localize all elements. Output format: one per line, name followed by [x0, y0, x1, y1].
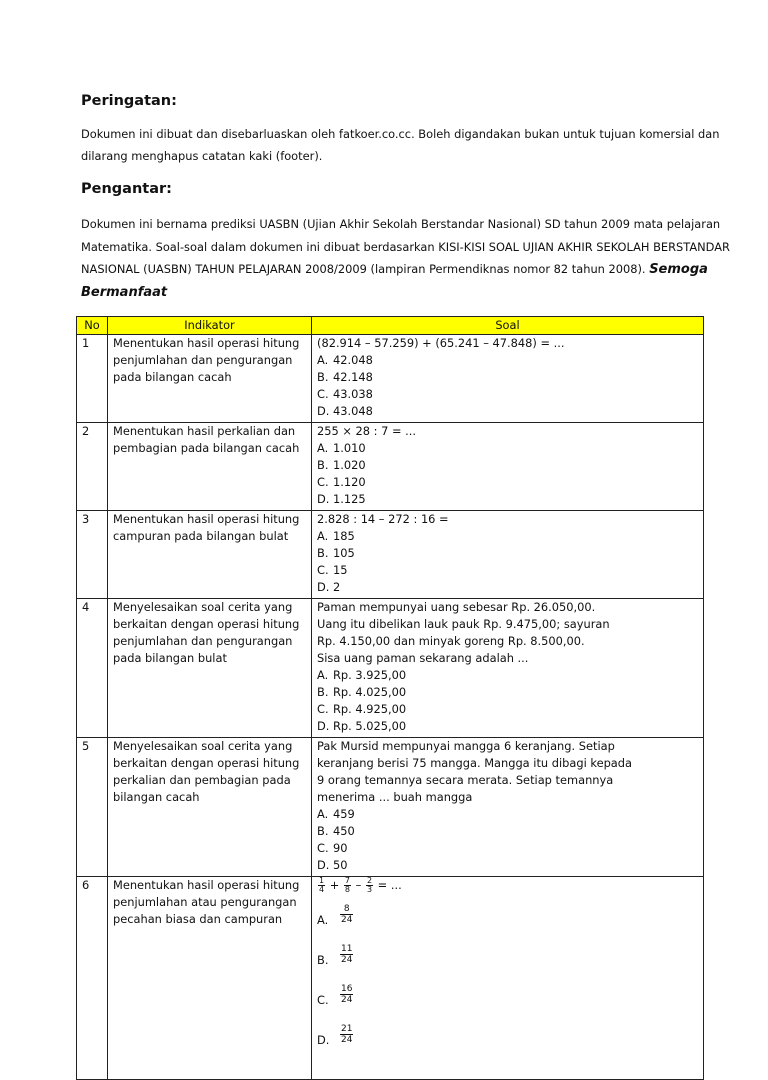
table-row: [77, 335, 704, 423]
answer-option: [317, 562, 698, 579]
indikator-line: campuran pada bilangan bulat: [113, 529, 289, 543]
option-letter: B.: [317, 546, 329, 560]
answer-option: [317, 1021, 698, 1061]
table-row: [77, 599, 704, 738]
table-row: [77, 877, 704, 1080]
indikator-line: Menyelesaikan soal cerita yang: [113, 739, 293, 753]
question-line: 255 × 28 : 7 = ...: [317, 424, 416, 438]
row-indikator: [108, 599, 312, 738]
answer-option: [317, 474, 698, 491]
answer-option: [317, 941, 698, 981]
option-letter: C.: [317, 702, 329, 716]
operator: –: [355, 878, 362, 892]
fraction-expression: [317, 877, 698, 901]
header-no: No: [77, 317, 108, 335]
option-letter: D.: [317, 1033, 330, 1047]
row-indikator: [108, 335, 312, 423]
question-line: 9 orang temannya secara merata. Setiap temannya: [317, 773, 614, 787]
expression-tail: = ...: [377, 878, 402, 892]
row-indikator: [108, 423, 312, 511]
question-line: Uang itu dibelikan lauk pauk Rp. 9.475,00; sayuran: [317, 617, 610, 631]
option-letter: D.: [317, 492, 330, 506]
option-letter: A.: [317, 668, 329, 682]
question-line: 2.828 : 14 – 272 : 16 =: [317, 512, 449, 526]
option-value: 1.125: [333, 492, 366, 506]
option-letter: C.: [317, 993, 329, 1007]
question-line: Rp. 4.150,00 dan minyak goreng Rp. 8.500,00.: [317, 634, 585, 648]
option-letter: A.: [317, 913, 329, 927]
option-letter: C.: [317, 563, 329, 577]
answer-option: [317, 352, 698, 369]
option-value: Rp. 3.925,00: [333, 668, 407, 682]
fraction: [340, 1024, 353, 1045]
option-letter: A.: [317, 441, 329, 455]
option-value: 459: [333, 807, 355, 821]
answer-option: [317, 857, 698, 874]
answer-option: [317, 579, 698, 596]
fraction-numerator: 16: [341, 984, 353, 994]
question-line: (82.914 – 57.259) + (65.241 – 47.848) = ...: [317, 336, 565, 350]
pengantar-line-text: NASIONAL (UASBN) TAHUN PELAJARAN 2008/2009 (lampiran Permendiknas nomor 82 tahun 2008).: [81, 262, 646, 276]
option-letter: A.: [317, 353, 329, 367]
fraction-denominator: 24: [341, 955, 353, 965]
option-letter: D.: [317, 404, 330, 418]
row-soal: [312, 877, 704, 1080]
option-letter: A.: [317, 807, 329, 821]
indikator-line: Menentukan hasil operasi hitung: [113, 878, 300, 892]
pengantar-line: Dokumen ini bernama prediksi UASBN (Ujian Akhir Sekolah Berstandar Nasional) SD tahun 2009 mata pelajaran: [81, 217, 721, 231]
option-letter: B.: [317, 953, 329, 967]
answer-option: [317, 684, 698, 701]
row-soal: [312, 423, 704, 511]
answer-option: [317, 667, 698, 684]
question-line: Sisa uang paman sekarang adalah ...: [317, 651, 529, 665]
peringatan-heading: Peringatan:: [81, 93, 177, 109]
option-letter: B.: [317, 824, 329, 838]
question-table: [76, 316, 704, 1080]
option-value: 1.010: [333, 441, 366, 455]
fraction: [366, 877, 373, 894]
answer-option: [317, 528, 698, 545]
pengantar-emphasis: Semoga: [649, 262, 708, 277]
indikator-line: pada bilangan cacah: [113, 370, 232, 384]
table-row: [77, 511, 704, 599]
option-value: 2: [333, 580, 341, 594]
pengantar-line: Matematika. Soal-soal dalam dokumen ini dibuat berdasarkan KISI-KISI SOAL UJIAN AKHIR SEKOLAH BERSTANDAR: [81, 239, 730, 254]
indikator-line: berkaitan dengan operasi hitung: [113, 617, 300, 631]
option-value: 105: [333, 546, 355, 560]
row-number: 2: [77, 423, 108, 511]
pengantar-heading: Pengantar:: [81, 181, 172, 197]
row-number: 1: [77, 335, 108, 423]
question-line: Pak Mursid mempunyai mangga 6 keranjang. Setiap: [317, 739, 615, 753]
peringatan-paragraph: [81, 123, 721, 167]
answer-option: [317, 701, 698, 718]
indikator-line: penjumlahan atau pengurangan: [113, 895, 297, 909]
fraction-denominator: 8: [344, 885, 350, 894]
option-letter: D.: [317, 858, 330, 872]
option-value: Rp. 5.025,00: [333, 719, 407, 733]
option-letter: A.: [317, 529, 329, 543]
pengantar-emphasis: Bermanfaat: [81, 284, 168, 300]
indikator-line: pada bilangan bulat: [113, 651, 227, 665]
table-row: [77, 738, 704, 877]
indikator-line: Menentukan hasil operasi hitung: [113, 336, 300, 350]
option-letter: B.: [317, 685, 329, 699]
answer-option: [317, 457, 698, 474]
indikator-line: bilangan cacah: [113, 790, 200, 804]
option-letter: B.: [317, 458, 329, 472]
row-number: 3: [77, 511, 108, 599]
fraction-denominator: 3: [366, 885, 373, 894]
answer-option: [317, 386, 698, 403]
fraction-numerator: 1: [319, 876, 325, 885]
option-value: 42.048: [333, 353, 373, 367]
fraction-numerator: 21: [341, 1024, 353, 1034]
option-value: 50: [333, 858, 348, 872]
option-letter: C.: [317, 387, 329, 401]
indikator-line: Menentukan hasil operasi hitung: [113, 512, 300, 526]
option-value: 15: [333, 563, 348, 577]
fraction: [340, 904, 353, 925]
option-value: 1.020: [333, 458, 366, 472]
header-indikator: Indikator: [108, 317, 312, 335]
answer-option: [317, 369, 698, 386]
indikator-line: perkalian dan pembagian pada: [113, 773, 291, 787]
operator: +: [329, 878, 340, 892]
answer-option: [317, 403, 698, 420]
row-soal: [312, 738, 704, 877]
option-value: 1.120: [333, 475, 366, 489]
indikator-line: pembagian pada bilangan cacah: [113, 441, 300, 455]
answer-option: [317, 491, 698, 508]
answer-option: [317, 840, 698, 857]
answer-option: [317, 901, 698, 941]
indikator-line: penjumlahan dan pengurangan: [113, 634, 293, 648]
option-value: Rp. 4.925,00: [333, 702, 407, 716]
indikator-line: berkaitan dengan operasi hitung: [113, 756, 300, 770]
option-value: Rp. 4.025,00: [333, 685, 407, 699]
row-number: 5: [77, 738, 108, 877]
option-letter: B.: [317, 370, 329, 384]
fraction-numerator: 7: [344, 876, 350, 885]
option-value: 43.048: [333, 404, 373, 418]
option-value: 43.038: [333, 387, 373, 401]
option-value: 42.148: [333, 370, 373, 384]
fraction-numerator: 2: [366, 876, 373, 885]
row-indikator: [108, 738, 312, 877]
answer-option: [317, 545, 698, 562]
indikator-line: penjumlahan dan pengurangan: [113, 353, 293, 367]
fraction-numerator: 11: [341, 944, 353, 954]
row-number: 4: [77, 599, 108, 738]
option-value: 185: [333, 529, 355, 543]
fraction-denominator: 4: [319, 885, 325, 894]
peringatan-line: Dokumen ini dibuat dan disebarluaskan oleh fatkoer.co.cc. Boleh digandakan bukan untuk tujuan komersial dan: [81, 127, 720, 141]
answer-option: [317, 718, 698, 735]
row-soal: [312, 335, 704, 423]
option-letter: D.: [317, 719, 330, 733]
option-value: 450: [333, 824, 355, 838]
fraction-denominator: 24: [341, 1035, 353, 1045]
row-soal: [312, 599, 704, 738]
option-letter: C.: [317, 841, 329, 855]
fraction: [344, 877, 351, 894]
row-number: 6: [77, 877, 108, 1080]
fraction: [318, 877, 325, 894]
fraction-denominator: 24: [341, 995, 353, 1005]
table-header-row: [77, 317, 704, 335]
answer-option: [317, 440, 698, 457]
fraction: [340, 984, 353, 1005]
question-line: keranjang berisi 75 mangga. Mangga itu dibagi kepada: [317, 756, 632, 770]
header-soal: Soal: [312, 317, 704, 335]
fraction-denominator: 24: [341, 915, 353, 925]
answer-option: [317, 823, 698, 840]
peringatan-line: dilarang menghapus catatan kaki (footer).: [81, 149, 323, 163]
question-line: menerima ... buah mangga: [317, 790, 473, 804]
row-indikator: [108, 877, 312, 1080]
answer-option: [317, 806, 698, 823]
option-value: 90: [333, 841, 348, 855]
indikator-line: pecahan biasa dan campuran: [113, 912, 283, 926]
fraction: [340, 944, 353, 965]
row-indikator: [108, 511, 312, 599]
fraction-numerator: 8: [340, 904, 353, 915]
indikator-line: Menentukan hasil perkalian dan: [113, 424, 296, 438]
option-letter: D.: [317, 580, 330, 594]
pengantar-paragraph: [81, 213, 730, 304]
pengantar-line: [81, 258, 721, 282]
row-soal: [312, 511, 704, 599]
option-letter: C.: [317, 475, 329, 489]
question-line: Paman mempunyai uang sebesar Rp. 26.050,00.: [317, 600, 596, 614]
indikator-line: Menyelesaikan soal cerita yang: [113, 600, 293, 614]
answer-option: [317, 981, 698, 1021]
table-row: [77, 423, 704, 511]
